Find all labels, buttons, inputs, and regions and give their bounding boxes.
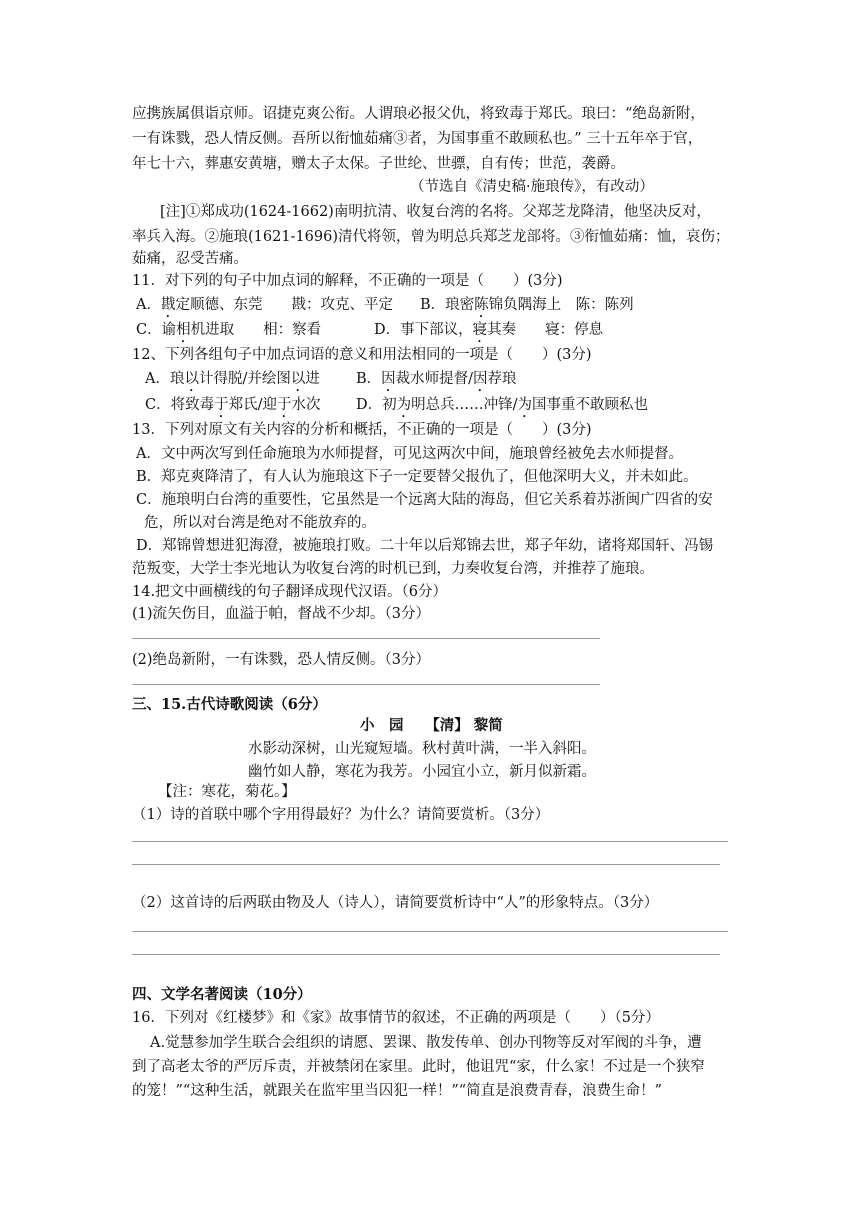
q11-option-d: D．事下部议，寝其奏 寝：停息 [374, 322, 604, 338]
q11-stem: 11．对下列的句子中加点词的解释，不正确的一项是（ ）(3分) [132, 273, 563, 289]
q12-option-c: C．将致毒于郑氏/迎于水次 [145, 397, 321, 413]
answer-line[interactable] [132, 954, 720, 955]
answer-line[interactable] [132, 931, 728, 932]
q13-option-d-line1: D．郑锦曾想进犯海澄，被施琅打败。二十年以后郑锦去世，郑子年幼，诸将郑国轩、冯锡 [136, 538, 714, 554]
q13-option-b: B．郑克爽降清了，有人认为施琅这下子一定要替父报仇了，但他深明大义，并未如此。 [136, 469, 698, 485]
q16-option-a-line2: 到了高老太爷的严厉斥责，并被禁闭在家里。此时，他诅咒“家，什么家！不过是一个狭窄 [132, 1059, 705, 1075]
q12-option-b: B．因裁水师提督/因荐琅 [356, 371, 517, 387]
q12-stem: 12、下列各组句子中加点词语的意义和用法相同的一项是（ ）(3分) [132, 347, 592, 363]
passage-source: （节选自《清史稿·施琅传》，有改动） [410, 179, 654, 195]
note-line-1: [注]①郑成功(1624-1662)南明抗清、收复台湾的名将。父郑芝龙降清，他坚决反对， [160, 204, 711, 220]
answer-line[interactable] [132, 864, 720, 865]
poem-note: 【注：寒花，菊花。】 [158, 784, 296, 800]
q13-option-d-line2: 范叛变，大学士李光地认为收复台湾的时机已到，力奏收复台湾，并推荐了施琅。 [132, 561, 654, 577]
answer-line[interactable] [132, 684, 600, 685]
q12-option-a: A．琅以计得脱/并绘图以进 [145, 371, 320, 387]
passage-line-3: 年七十六，葬惠安黄塘，赠太子太保。子世纶、世骠，自有传；世范，袭爵。 [132, 156, 625, 172]
q11-option-b: B．琅密陈锦负隅海上 陈：陈列 [420, 297, 634, 313]
poetry-question-2: （2）这首诗的后两联由物及人（诗人），请简要赏析诗中“人”的形象特点。（3分） [132, 895, 659, 911]
q13-option-c-line1: C．施琅明白台湾的重要性，它虽然是一个远离大陆的海岛，但它关系着苏浙闽广四省的安 [136, 492, 713, 508]
q14-sentence-1: (1)流矢伤目，血溢于帕，督战不少却。（3分） [132, 606, 431, 622]
note-line-2: 率兵入海。②施琅(1621-1696)清代将领，曾为明总兵郑芝龙部将。③衔恤茹痛：恤，哀伤； [132, 229, 730, 245]
answer-line[interactable] [132, 638, 600, 639]
q16-option-a-line3: 的笼！”“这种生活，就跟关在监牢里当囚犯一样！”“简直是浪费青春，浪费生命！” [132, 1083, 663, 1099]
poem-title: 小 园 【清】 黎简 [360, 717, 503, 734]
section-3-heading: 三、15.古代诗歌阅读（6分） [132, 696, 327, 713]
q14-sentence-2: (2)绝岛新附，一有诛戮，恐人情反侧。（3分） [132, 652, 431, 668]
poetry-question-1: （1）诗的首联中哪个字用得最好？为什么？请简要赏析。（3分） [132, 807, 550, 823]
passage-line-1: 应携族属俱诣京师。诏捷克爽公衔。人谓琅必报父仇，将致毒于郑氏。琅曰：“绝岛新附， [132, 106, 705, 122]
q14-stem: 14.把文中画横线的句子翻译成现代汉语。（6分） [132, 584, 448, 600]
answer-line[interactable] [132, 841, 728, 842]
q13-stem: 13．下列对原文有关内容的分析和概括，不正确的一项是（ ）(3分) [132, 422, 592, 438]
q16-stem: 16．下列对《红楼梦》和《家》故事情节的叙述，不正确的两项是（ ）（5分） [132, 1010, 660, 1026]
q12-option-d: D．初为明总兵……冲锋/为国事重不敢顾私也 [356, 397, 649, 413]
q13-option-c-line2: 危，所以对台湾是绝对不能放弃的。 [144, 515, 376, 531]
q11-option-a: A．戡定顺德、东莞 戡：攻克、平定 [136, 297, 393, 313]
q13-option-a: A．文中两次写到任命施琅为水师提督，可见这两次中间，施琅曾经被免去水师提督。 [136, 446, 683, 462]
poem-line-1: 水影动深树，山光窥短墙。秋村黄叶满，一半入斜阳。 [248, 741, 596, 757]
note-line-3: 茹痛，忍受苦痛。 [132, 251, 248, 267]
section-4-heading: 四、文学名著阅读（10分） [132, 986, 312, 1003]
passage-line-2: 一有诛戮，恐人情反侧。吾所以衔恤茹痛③者，为国事重不敢顾私也。” 三十五年卒于官， [132, 131, 703, 147]
poem-line-2: 幽竹如人静，寒花为我芳。小园宜小立，新月似新霜。 [248, 764, 596, 780]
q16-option-a-line1: A.觉慧参加学生联合会组织的请愿、罢课、散发传单、创办刊物等反对军阀的斗争，遭 [150, 1035, 702, 1051]
q11-option-c: C．谕相机进取 相：察看 [136, 322, 322, 338]
